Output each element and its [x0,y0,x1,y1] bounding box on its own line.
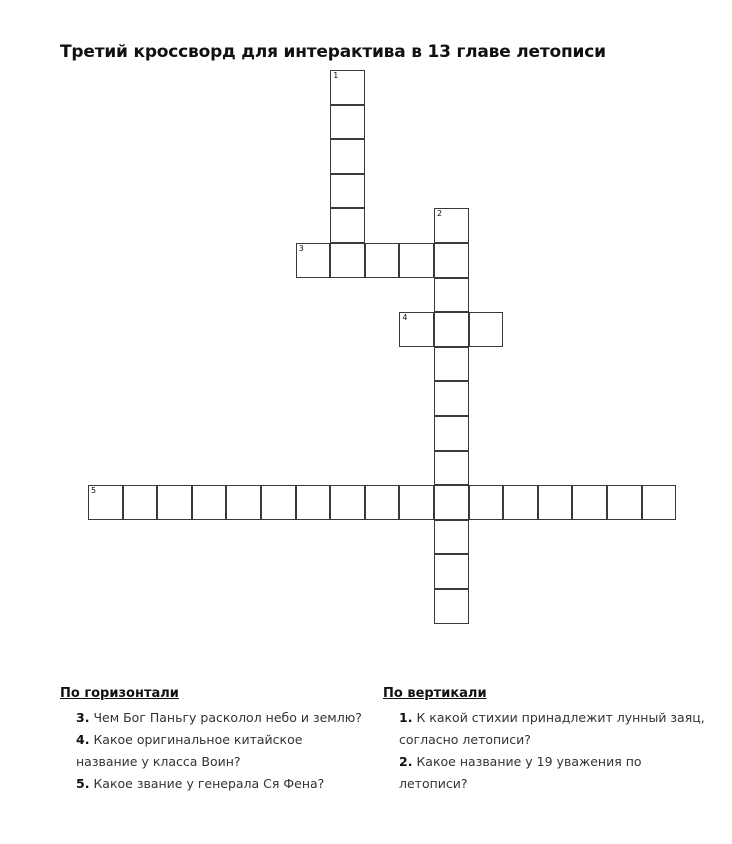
clue-number: 3. [76,710,90,725]
crossword-cell[interactable] [261,485,296,520]
crossword-cell[interactable] [434,278,469,313]
cell-number: 3 [298,244,304,253]
crossword-cell[interactable] [538,485,573,520]
crossword-cell[interactable] [434,208,469,243]
crossword-cell[interactable] [642,485,677,520]
crossword-cell[interactable] [434,312,469,347]
crossword-cell[interactable] [330,485,365,520]
crossword-cell[interactable] [434,243,469,278]
crossword-cell[interactable] [365,485,400,520]
crossword-cell[interactable] [469,485,504,520]
clue-across-4 [60,729,365,773]
crossword-cell[interactable] [503,485,538,520]
crossword-cell[interactable] [434,520,469,555]
crossword-cell[interactable] [607,485,642,520]
crossword-cell[interactable] [434,347,469,382]
clue-text: К какой стихии принадлежит лунный заяц, согласно летописи? [399,710,705,747]
crossword-cell[interactable] [434,554,469,589]
clue-down-2 [383,751,713,795]
crossword-cell[interactable] [434,485,469,520]
cell-number: 4 [402,313,408,323]
crossword-cell[interactable] [434,416,469,451]
crossword-cell[interactable] [88,485,123,520]
clue-across-3 [60,707,365,729]
crossword-cell[interactable] [434,381,469,416]
clue-text: Чем Бог Паньгу расколол небо и землю? [93,710,362,725]
across-heading: По горизонтали [60,686,179,701]
cell-number: 2 [437,209,443,219]
clue-number: 5. [76,776,90,791]
crossword-cell[interactable] [330,105,365,140]
crossword-cell[interactable] [330,243,365,278]
clue-number: 4. [76,732,90,747]
clue-text: Какое название у 19 уважения по летописи? [399,754,642,791]
crossword-cell[interactable] [330,208,365,243]
crossword-cell[interactable] [399,312,434,347]
crossword-cell[interactable] [296,485,331,520]
clue-across-5 [60,773,365,795]
across-clues [60,684,365,795]
clue-text: Какое оригинальное китайское название у класса Воин? [76,732,303,769]
crossword-cell[interactable] [572,485,607,520]
crossword-cell[interactable] [434,451,469,486]
down-heading: По вертикали [383,686,487,701]
crossword-cell[interactable] [296,243,331,278]
page-title: Третий кроссворд для интерактива в 13 главе летописи [60,42,606,62]
down-clues [383,684,713,795]
clue-text: Какое звание у генерала Ся Фена? [93,776,325,791]
crossword-cell[interactable] [330,139,365,174]
crossword-cell[interactable] [434,589,469,624]
crossword-cell[interactable] [399,485,434,520]
crossword-cell[interactable] [157,485,192,520]
crossword-cell[interactable] [330,70,365,105]
crossword-cell[interactable] [192,485,227,520]
crossword-cell[interactable] [226,485,261,520]
crossword-cell[interactable] [399,243,434,278]
crossword-cell[interactable] [365,243,400,278]
clue-down-1 [383,707,713,751]
cell-number: 5 [91,486,97,496]
crossword-cell[interactable] [123,485,158,520]
clue-number: 2. [399,754,413,769]
clue-number: 1. [399,710,413,725]
crossword-cell[interactable] [330,174,365,209]
crossword-cell[interactable] [469,312,504,347]
cell-number: 1 [333,71,339,80]
